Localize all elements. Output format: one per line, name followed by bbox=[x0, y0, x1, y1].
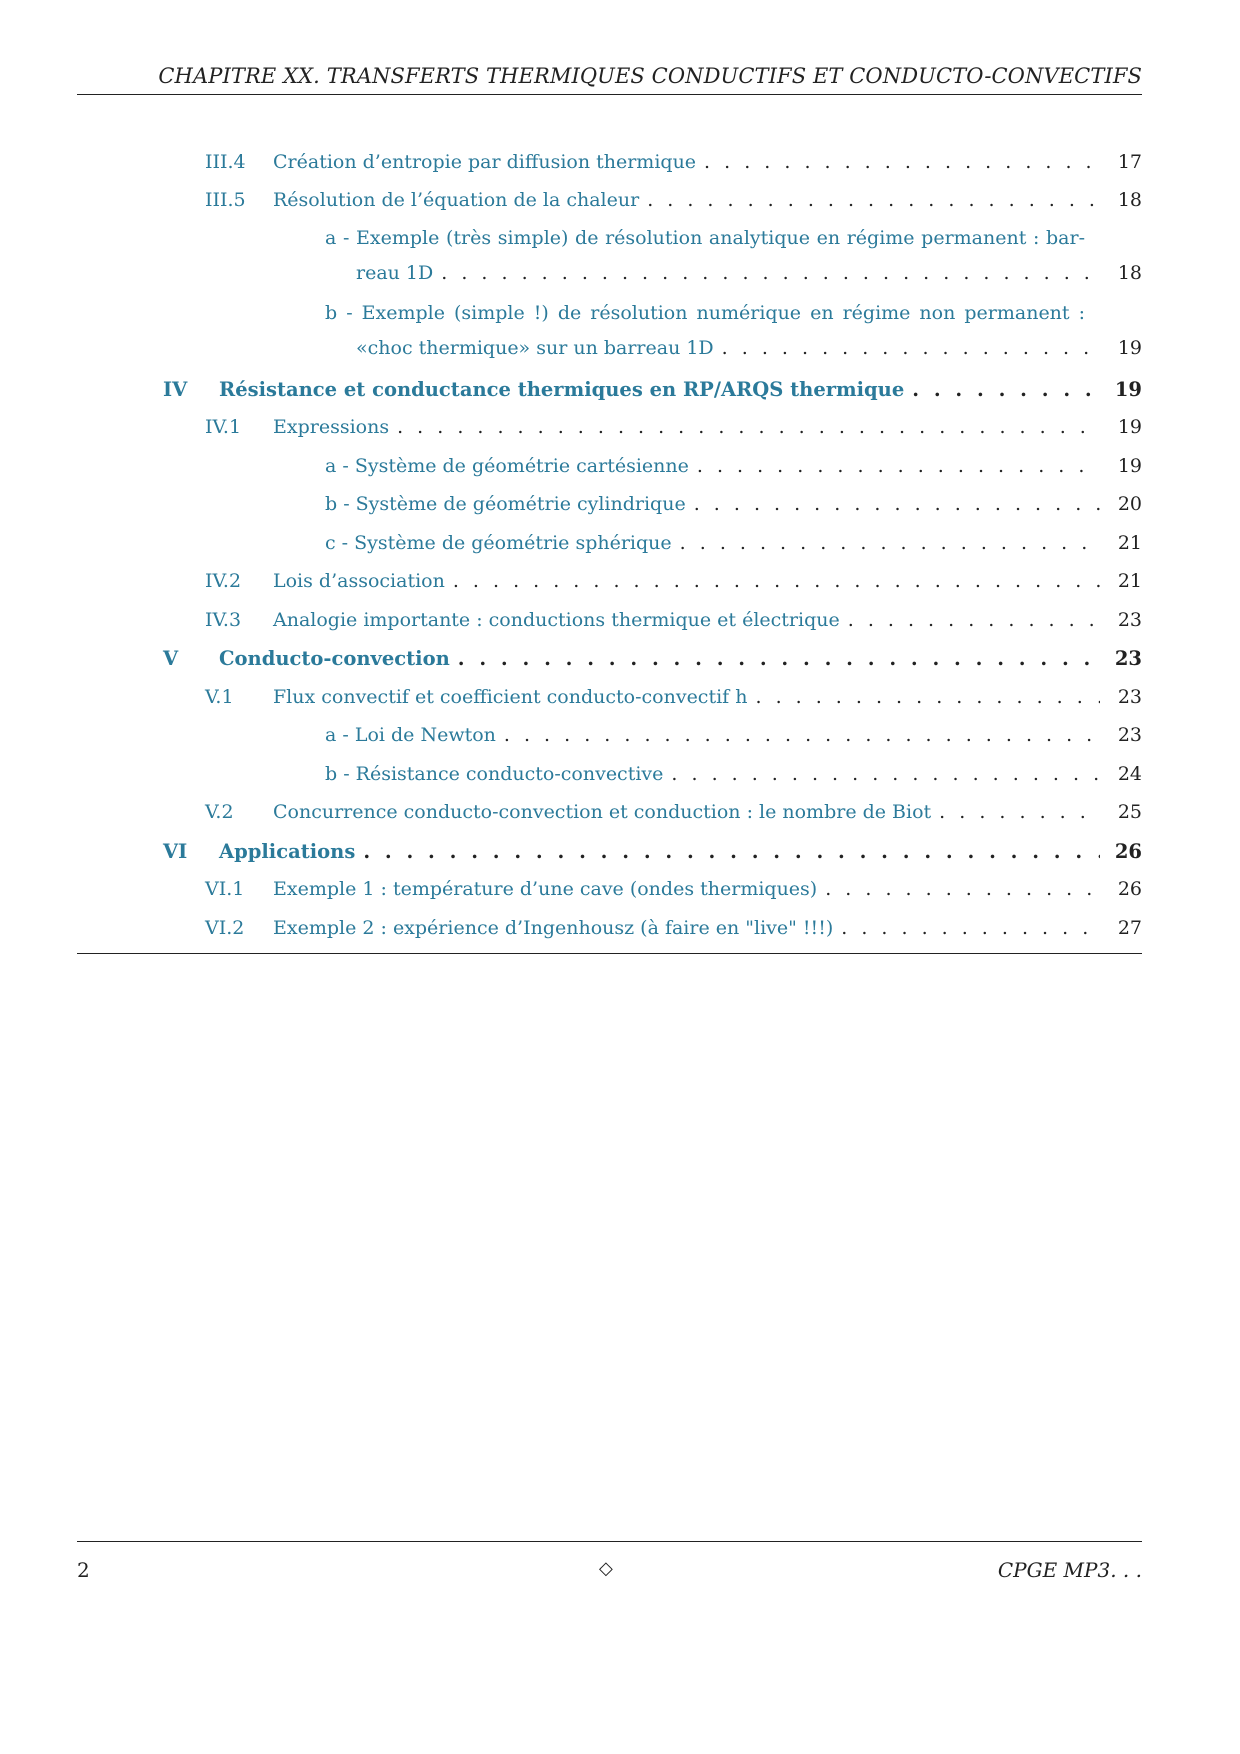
toc-leader bbox=[363, 840, 1100, 863]
toc-page: 23 bbox=[1114, 647, 1142, 670]
toc-leader bbox=[441, 262, 1100, 284]
toc-leader bbox=[458, 647, 1100, 670]
toc-section[interactable] bbox=[77, 647, 1142, 670]
page-number: 2 bbox=[77, 1558, 90, 1582]
toc-number: IV bbox=[163, 378, 188, 401]
toc-label: a - Système de géométrie cartésienne bbox=[325, 455, 689, 477]
toc-label: Résistance et conductance thermiques en RP/ARQS thermique bbox=[219, 378, 905, 401]
toc-number: V.2 bbox=[205, 801, 234, 823]
toc-page: 19 bbox=[1117, 416, 1142, 438]
toc-page: 23 bbox=[1117, 609, 1142, 631]
toc-leader bbox=[912, 378, 1100, 401]
toc-page: 18 bbox=[1117, 189, 1142, 211]
toc-entry[interactable] bbox=[77, 532, 1142, 554]
toc-leader bbox=[453, 570, 1100, 592]
toc-section[interactable] bbox=[77, 378, 1142, 401]
toc-label-line2: «choc thermique» sur un barreau 1D bbox=[356, 337, 714, 359]
toc-leader bbox=[825, 878, 1100, 900]
toc-page: 26 bbox=[1117, 878, 1142, 900]
toc-label: Résolution de l’équation de la chaleur bbox=[273, 189, 640, 211]
toc-label: Création d’entropie par diffusion thermique bbox=[273, 151, 697, 173]
toc-entry[interactable] bbox=[77, 724, 1142, 746]
toc-leader bbox=[671, 763, 1100, 785]
toc-number: III.4 bbox=[205, 151, 246, 173]
toc-label: Expressions bbox=[273, 416, 390, 438]
toc-page: 26 bbox=[1114, 840, 1142, 863]
toc-page: 17 bbox=[1117, 151, 1142, 173]
toc-page: 24 bbox=[1117, 763, 1142, 785]
toc-entry[interactable] bbox=[77, 302, 1142, 359]
toc-leader bbox=[841, 917, 1100, 939]
toc-label: b - Système de géométrie cylindrique bbox=[325, 493, 686, 515]
toc-label: c - Système de géométrie sphérique bbox=[325, 532, 672, 554]
toc-page: 21 bbox=[1117, 532, 1142, 554]
toc-number: IV.1 bbox=[205, 416, 242, 438]
toc-entry[interactable] bbox=[77, 570, 1142, 592]
toc-label: Applications bbox=[219, 840, 356, 863]
toc-label: a - Loi de Newton bbox=[325, 724, 496, 746]
toc-leader bbox=[680, 532, 1100, 554]
toc-label: Conducto-convection bbox=[219, 647, 450, 670]
toc-page: 23 bbox=[1117, 686, 1142, 708]
toc-label: Concurrence conducto-convection et conduction : le nombre de Biot bbox=[273, 801, 932, 823]
toc-entry[interactable] bbox=[77, 227, 1142, 284]
toc-number: III.5 bbox=[205, 189, 246, 211]
toc-page: 25 bbox=[1117, 801, 1142, 823]
toc-page: 27 bbox=[1117, 917, 1142, 939]
toc-bottom-rule bbox=[77, 953, 1142, 954]
toc-entry[interactable] bbox=[77, 455, 1142, 477]
toc-label-line2: reau 1D bbox=[356, 262, 434, 284]
toc-page: 20 bbox=[1117, 493, 1142, 515]
toc-label-line1: a - Exemple (très simple) de résolution analytique en régime permanent : bar- bbox=[325, 227, 1085, 249]
toc-leader bbox=[848, 609, 1100, 631]
toc-entry[interactable] bbox=[77, 917, 1142, 939]
toc-entry[interactable] bbox=[77, 763, 1142, 785]
toc-entry[interactable] bbox=[77, 801, 1142, 823]
toc-label-line2-row bbox=[77, 337, 1142, 359]
toc-leader bbox=[694, 493, 1100, 515]
toc-number: V.1 bbox=[205, 686, 234, 708]
toc-label: Flux convectif et coefficient conducto-convectif h bbox=[273, 686, 748, 708]
footer-brand: CPGE MP3. . . bbox=[997, 1558, 1142, 1582]
toc-entry[interactable] bbox=[77, 609, 1142, 631]
toc-label-line2-row bbox=[77, 262, 1142, 284]
toc-page: 18 bbox=[1117, 262, 1142, 284]
toc-leader bbox=[647, 189, 1100, 211]
toc-page: 19 bbox=[1117, 455, 1142, 477]
toc-number: IV.2 bbox=[205, 570, 242, 592]
toc-number: V bbox=[163, 647, 179, 670]
toc-section[interactable] bbox=[77, 840, 1142, 863]
toc-entry[interactable] bbox=[77, 189, 1142, 211]
diamond-icon: ◇ bbox=[599, 1558, 613, 1579]
toc-label: Lois d’association bbox=[273, 570, 445, 592]
page-footer bbox=[77, 1541, 1142, 1582]
toc-entry[interactable] bbox=[77, 878, 1142, 900]
toc-number: VI.1 bbox=[205, 878, 245, 900]
running-header bbox=[77, 58, 1142, 95]
toc-number: VI.2 bbox=[205, 917, 245, 939]
toc-label-line1: b - Exemple (simple !) de résolution numérique en régime non permanent : bbox=[325, 302, 1085, 324]
toc-leader bbox=[704, 151, 1100, 173]
toc-entry[interactable] bbox=[77, 416, 1142, 438]
toc-page: 21 bbox=[1117, 570, 1142, 592]
toc-leader bbox=[755, 686, 1100, 708]
toc-leader bbox=[722, 337, 1100, 359]
toc-entry[interactable] bbox=[77, 151, 1142, 173]
toc-label: Analogie importante : conductions thermique et électrique bbox=[273, 609, 840, 631]
toc-page: 19 bbox=[1114, 378, 1142, 401]
toc-page: 23 bbox=[1117, 724, 1142, 746]
chapter-title: CHAPITRE XX. TRANSFERTS THERMIQUES CONDUCTIFS ET CONDUCTO-CONVECTIFS bbox=[158, 64, 1142, 88]
toc-label: b - Résistance conducto-convective bbox=[325, 763, 664, 785]
toc-entry[interactable] bbox=[77, 493, 1142, 515]
toc-number: IV.3 bbox=[205, 609, 242, 631]
toc-entry[interactable] bbox=[77, 686, 1142, 708]
toc-leader bbox=[697, 455, 1100, 477]
toc-leader bbox=[397, 416, 1100, 438]
toc-page: 19 bbox=[1117, 337, 1142, 359]
toc-label: Exemple 1 : température d’une cave (ondes thermiques) bbox=[273, 878, 818, 900]
toc-leader bbox=[504, 724, 1100, 746]
toc-label: Exemple 2 : expérience d’Ingenhousz (à faire en "live" !!!) bbox=[273, 917, 834, 939]
toc-leader bbox=[939, 801, 1100, 823]
toc-number: VI bbox=[163, 840, 188, 863]
